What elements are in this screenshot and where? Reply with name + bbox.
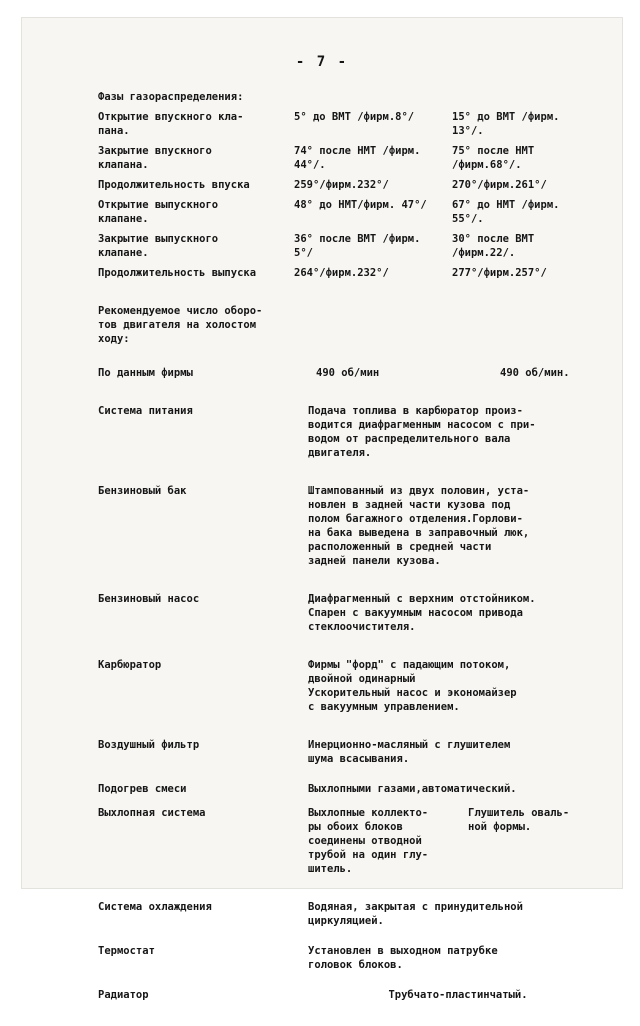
spec-row: [98, 658, 608, 714]
spec-label: Подогрев смеси: [98, 783, 187, 795]
spec-row: [98, 944, 608, 972]
spec-label: Бензиновый бак: [98, 485, 187, 497]
radiator-row: [98, 988, 608, 1002]
spec-label: Радиатор: [98, 989, 149, 1001]
spec-label: Система питания: [98, 405, 193, 417]
timing-row: [98, 144, 608, 172]
spec-row: [98, 900, 608, 928]
idle-value-2: 490 об/мин.: [500, 367, 570, 379]
spacer: [98, 286, 608, 304]
timing-value-1: 74° после НМТ /фирм. 44°/.: [294, 145, 421, 171]
spec-description: Установлен в выходном патрубке головок блоков.: [308, 945, 498, 971]
timing-label: Открытие выпускного клапане.: [98, 199, 219, 225]
idle-title: Рекомендуемое число оборо- тов двигателя на холостом ходу:: [98, 305, 263, 345]
spec-description: Подача топлива в карбюратор произ- водится диафрагменным насосом с при- водом от распределительного вала двигателя.: [308, 405, 536, 459]
spec-description: Фирмы "форд" с падающим потоком, двойной одинарный Ускорительный насос и экономайзер с вакуумным управлением.: [308, 659, 517, 713]
spec-row: [98, 404, 608, 460]
spec-description: Водяная, закрытая с принудительной циркуляцией.: [308, 901, 523, 927]
idle-label: По данным фирмы: [98, 367, 193, 379]
timing-row: [98, 232, 608, 260]
timing-value-2: 75° после НМТ /фирм.68°/.: [452, 145, 535, 171]
spec-description: Трубчато-пластинчатый.: [388, 989, 528, 1001]
spec-description: Диафрагменный с верхним отстойником. Спарен с вакуумным насосом привода стеклоочистителя.: [308, 593, 536, 633]
timing-label: Продолжительность выпуска: [98, 267, 257, 279]
timing-row: [98, 266, 608, 280]
timing-row: [98, 110, 608, 138]
spec-row: [98, 738, 608, 766]
spec-label: Система охлаждения: [98, 901, 212, 913]
spec-label: Бензиновый насос: [98, 593, 200, 605]
exhaust-description: Выхлопные коллекто- ры обоих блоков соединены отводной трубой на один глу- шитель.: [308, 807, 429, 875]
timing-value-1: 259°/фирм.232°/: [294, 179, 389, 191]
timing-value-1: 36° после ВМТ /фирм. 5°/: [294, 233, 421, 259]
timing-title: Фазы газораспределения:: [98, 91, 244, 103]
timing-value-1: 264°/фирм.232°/: [294, 267, 389, 279]
spec-label: Карбюратор: [98, 659, 162, 671]
timing-label: Открытие впускного кла- пана.: [98, 111, 244, 137]
exhaust-row: [98, 806, 608, 876]
timing-row: [98, 178, 608, 192]
timing-label: Продолжительность впуска: [98, 179, 250, 191]
spec-label: Термостат: [98, 945, 155, 957]
timing-value-2: 270°/фирм.261°/: [452, 179, 547, 191]
timing-value-2: 15° до ВМТ /фирм. 13°/.: [452, 111, 560, 137]
spec-label: Выхлопная система: [98, 807, 206, 819]
timing-value-2: 30° после ВМТ /фирм.22/.: [452, 233, 535, 259]
spec-row: [98, 484, 608, 568]
timing-value-2: 277°/фирм.257°/: [452, 267, 547, 279]
idle-row: [98, 366, 608, 380]
timing-value-2: 67° до НМТ /фирм. 55°/.: [452, 199, 560, 225]
timing-value-1: 48° до НМТ/фирм. 47°/: [294, 199, 427, 211]
document-page: [22, 18, 622, 1001]
timing-label: Закрытие впускного клапана.: [98, 145, 212, 171]
spec-label: Воздушный фильтр: [98, 739, 200, 751]
timing-value-1: 5° до ВМТ /фирм.8°/: [294, 111, 415, 123]
spec-content: [98, 90, 608, 1026]
muffler-description: Глушитель оваль- ной формы.: [468, 807, 570, 833]
spec-description: Инерционно-масляный с глушителем шума всасывания.: [308, 739, 511, 765]
page-number: - 7 -: [295, 54, 349, 70]
timing-label: Закрытие выпускного клапане.: [98, 233, 219, 259]
idle-value-1: 490 об/мин: [316, 367, 380, 379]
timing-row: [98, 198, 608, 226]
spec-row: [98, 592, 608, 634]
spec-row: [98, 782, 608, 796]
spec-description: Штампованный из двух половин, уста- новлен в задней части кузова под полом багажного отделения.Горлови- на бака выведена в заправочный люк, расположенный в средней части задней панели кузова.: [308, 485, 530, 567]
spec-description: Выхлопными газами,автоматический.: [308, 783, 517, 795]
